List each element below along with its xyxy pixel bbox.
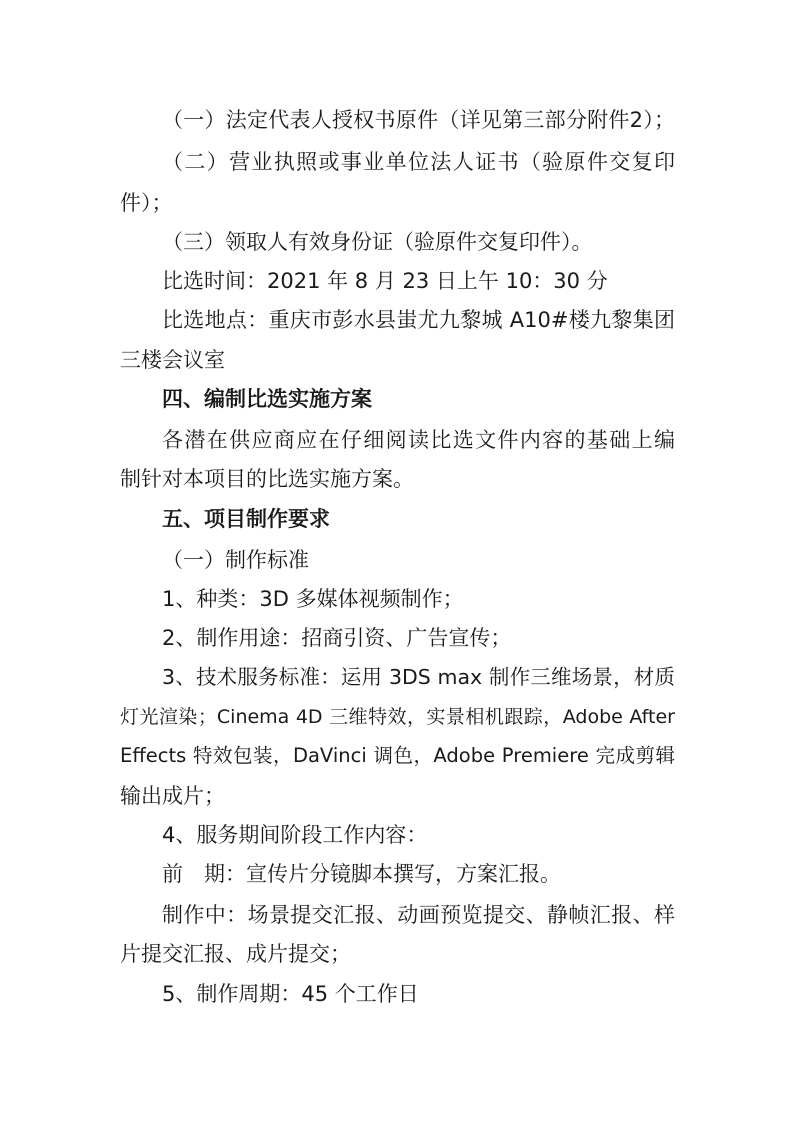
text-line-business-license: （二）营业执照或事业单位法人证书（验原件交复印 xyxy=(162,150,675,174)
text-line-tech-standard: 3、技术服务标准：运用 3DS max 制作三维场景，材质 xyxy=(162,665,675,689)
text-line-in-production-cont: 片提交汇报、成片提交； xyxy=(120,942,351,966)
text-line-tech-standard-cont-2: Effects 特效包装，DaVinci 调色，Adobe Premiere 完成剪辑 xyxy=(120,744,675,767)
text-line-id-card: （三）领取人有效身份证（验原件交复印件）。 xyxy=(162,230,593,254)
section-heading-five: 五、项目制作要求 xyxy=(162,507,330,531)
text-line-service-stages: 4、服务期间阶段工作内容： xyxy=(162,823,428,847)
text-line-purpose: 2、制作用途：招商引资、广告宣传； xyxy=(162,626,512,650)
text-line-selection-location: 比选地点：重庆市彭水县蚩尤九黎城 A10#楼九黎集团 xyxy=(162,308,675,332)
text-line-auth-letter: （一）法定代表人授权书原件（详见第三部分附件2）； xyxy=(162,108,675,132)
text-line-in-production: 制作中：场景提交汇报、动画预览提交、静帧汇报、样 xyxy=(162,903,675,927)
text-line-production-period: 5、制作周期：45 个工作日 xyxy=(162,982,419,1006)
section-heading-four: 四、编制比选实施方案 xyxy=(162,387,372,411)
text-line-tech-standard-cont-3: 输出成片； xyxy=(120,784,225,808)
subheading-production-standard: （一）制作标准 xyxy=(162,548,309,572)
text-line-type: 1、种类：3D 多媒体视频制作； xyxy=(162,587,464,611)
text-line-selection-location-cont: 三楼会议室 xyxy=(120,348,225,372)
text-line-supplier-note-cont: 制针对本项目的比选实施方案。 xyxy=(120,467,414,491)
text-line-selection-time: 比选时间：2021 年 8 月 23 日上午 10：30 分 xyxy=(162,269,608,293)
text-line-supplier-note: 各潜在供应商应在仔细阅读比选文件内容的基础上编 xyxy=(162,428,675,452)
text-line-tech-standard-cont-1: 灯光渲染；Cinema 4D 三维特效，实景相机跟踪，Adobe After xyxy=(120,706,675,728)
text-line-business-license-cont: 件）； xyxy=(120,191,173,215)
text-line-pre-stage: 前 期：宣传片分镜脚本撰写，方案汇报。 xyxy=(162,862,561,886)
